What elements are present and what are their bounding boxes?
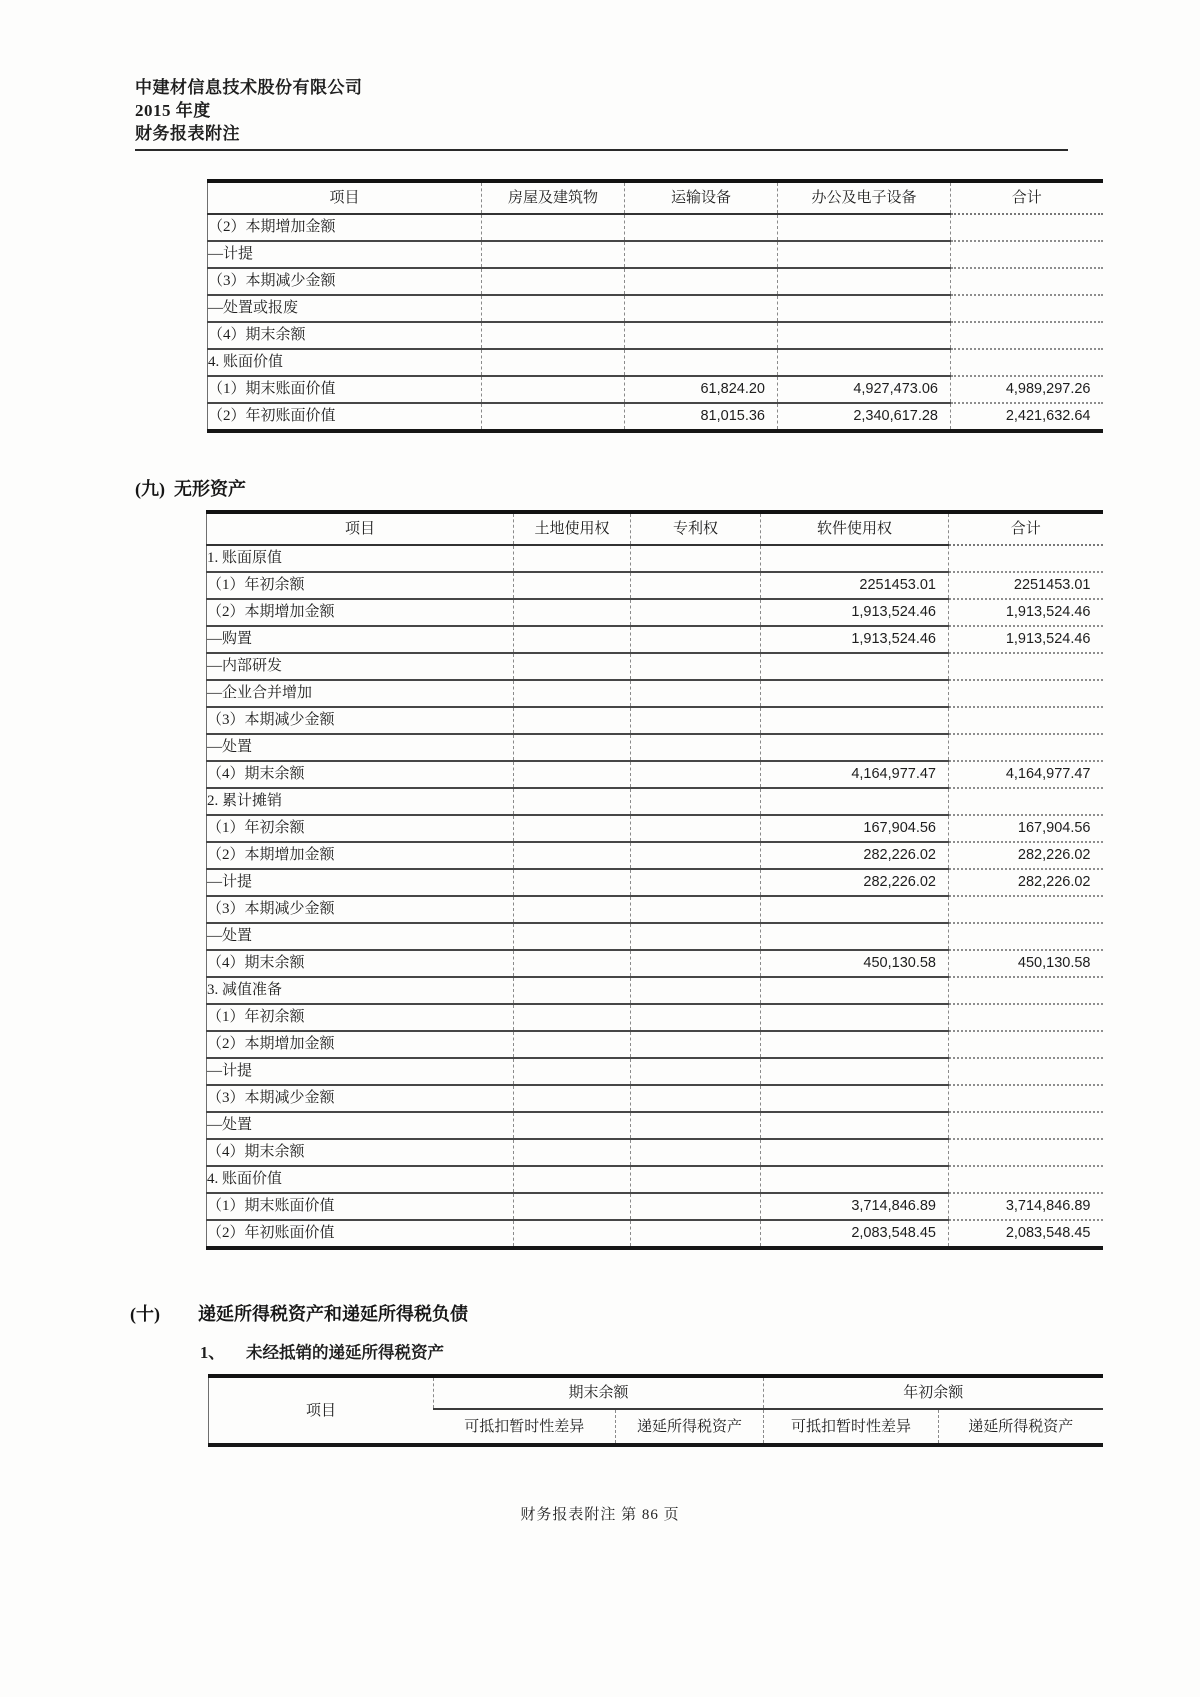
cell-value [778, 349, 951, 376]
intangible-assets-table [206, 510, 1103, 1250]
cell-value [625, 322, 778, 349]
cell-value [949, 977, 1103, 1004]
cell-value: 450,130.58 [949, 950, 1103, 977]
cell-value [761, 734, 949, 761]
cell-value [631, 680, 761, 707]
row-label: —处置或报废 [208, 295, 482, 322]
row-label: （3）本期减少金额 [207, 1085, 514, 1112]
section-number: (十) [130, 1304, 160, 1324]
section-10-subheading [200, 1342, 1200, 1364]
cell-value [951, 214, 1103, 241]
cell-value [951, 349, 1103, 376]
cell-value [514, 1085, 631, 1112]
cell-value [778, 268, 951, 295]
table-row [207, 950, 1103, 977]
fixed-assets-table [207, 179, 1103, 433]
table-row [207, 1193, 1103, 1220]
cell-value [949, 923, 1103, 950]
column-header: 土地使用权 [514, 512, 631, 545]
cell-value [514, 653, 631, 680]
row-label: （4）期末余额 [207, 950, 514, 977]
cell-value [949, 1112, 1103, 1139]
row-label: （2）本期增加金额 [207, 842, 514, 869]
cell-value [949, 545, 1103, 572]
table-row [207, 788, 1103, 815]
cell-value [631, 923, 761, 950]
row-label: —计提 [207, 869, 514, 896]
cell-value [514, 842, 631, 869]
row-label: （4）期末余额 [208, 322, 482, 349]
table-row [207, 680, 1103, 707]
cell-value [778, 214, 951, 241]
row-label: （1）年初余额 [207, 815, 514, 842]
cell-value [482, 295, 625, 322]
cell-value [514, 1004, 631, 1031]
row-label: 1. 账面原值 [207, 545, 514, 572]
column-header: 项目 [207, 512, 514, 545]
cell-value: 4,164,977.47 [761, 761, 949, 788]
cell-value [631, 761, 761, 788]
cell-value [761, 1139, 949, 1166]
row-label: （1）年初余额 [207, 1004, 514, 1031]
cell-value [951, 241, 1103, 268]
table-header-row [207, 512, 1103, 545]
table-row [207, 842, 1103, 869]
cell-value [631, 977, 761, 1004]
row-label: （2）年初账面价值 [208, 403, 482, 431]
column-header: 项目 [305, 1402, 336, 1419]
cell-value [631, 1031, 761, 1058]
row-label: 4. 账面价值 [208, 349, 482, 376]
table-row [207, 1166, 1103, 1193]
cell-value [514, 1220, 631, 1248]
cell-value: 167,904.56 [761, 815, 949, 842]
table-row [208, 403, 1103, 431]
table-row [208, 349, 1103, 376]
cell-value [761, 680, 949, 707]
row-label: （1）期末账面价值 [207, 1193, 514, 1220]
cell-value [951, 268, 1103, 295]
table-row [207, 1085, 1103, 1112]
cell-value [951, 295, 1103, 322]
column-header: 办公及电子设备 [778, 181, 951, 214]
cell-value [761, 545, 949, 572]
cell-value: 81,015.36 [625, 403, 778, 431]
table-row [207, 1112, 1103, 1139]
table-row [207, 599, 1103, 626]
cell-value [631, 950, 761, 977]
cell-value [631, 1085, 761, 1112]
cell-value [514, 1166, 631, 1193]
cell-value [631, 572, 761, 599]
cell-value [949, 1058, 1103, 1085]
cell-value: 4,164,977.47 [949, 761, 1103, 788]
cell-value [482, 403, 625, 431]
cell-value [514, 761, 631, 788]
cell-value [761, 977, 949, 1004]
cell-value [514, 1193, 631, 1220]
cell-value [631, 1058, 761, 1085]
cell-value [514, 734, 631, 761]
cell-value [514, 1058, 631, 1085]
cell-value [482, 376, 625, 403]
cell-value [631, 1139, 761, 1166]
page-footer: 财务报表附注 第 86 页 [520, 1507, 680, 1523]
cell-value [631, 1193, 761, 1220]
cell-value [625, 268, 778, 295]
table-row [207, 1058, 1103, 1085]
section-number: (九) [135, 479, 165, 499]
row-label: （3）本期减少金额 [207, 707, 514, 734]
cell-value [514, 1031, 631, 1058]
cell-value: 282,226.02 [949, 869, 1103, 896]
table-row [207, 815, 1103, 842]
cell-value [761, 1085, 949, 1112]
cell-value: 450,130.58 [761, 950, 949, 977]
report-year: 2015 年度 [135, 101, 211, 120]
cell-value [949, 1166, 1103, 1193]
column-group-header: 期末余额 [434, 1376, 764, 1409]
cell-value [761, 707, 949, 734]
table-row [207, 653, 1103, 680]
cell-value [514, 815, 631, 842]
row-label: （2）本期增加金额 [207, 1031, 514, 1058]
table-row [207, 572, 1103, 599]
row-label: —购置 [207, 626, 514, 653]
table-row [207, 896, 1103, 923]
section-9-heading [135, 477, 1200, 501]
cell-value [514, 896, 631, 923]
table-row [208, 376, 1103, 403]
cell-value [951, 322, 1103, 349]
cell-value: 2,083,548.45 [761, 1220, 949, 1248]
row-label: —企业合并增加 [207, 680, 514, 707]
cell-value [482, 241, 625, 268]
row-label: —计提 [208, 241, 482, 268]
cell-value: 1,913,524.46 [761, 626, 949, 653]
cell-value [949, 896, 1103, 923]
cell-value [482, 349, 625, 376]
cell-value: 4,989,297.26 [951, 376, 1103, 403]
column-header: 可抵扣暂时性差异 [464, 1418, 585, 1435]
company-name: 中建材信息技术股份有限公司 [135, 78, 363, 97]
cell-value [631, 842, 761, 869]
cell-value: 167,904.56 [949, 815, 1103, 842]
cell-value [778, 241, 951, 268]
cell-value: 282,226.02 [761, 869, 949, 896]
cell-value [482, 268, 625, 295]
cell-value [514, 869, 631, 896]
cell-value [514, 572, 631, 599]
cell-value [949, 680, 1103, 707]
section-title: 递延所得税资产和递延所得税负债 [198, 1304, 468, 1324]
cell-value [625, 295, 778, 322]
row-label: —处置 [207, 923, 514, 950]
table-row [207, 545, 1103, 572]
cell-value: 2,340,617.28 [778, 403, 951, 431]
cell-value [514, 680, 631, 707]
cell-value: 3,714,846.89 [761, 1193, 949, 1220]
cell-value [949, 653, 1103, 680]
cell-value [631, 653, 761, 680]
header-rule [135, 149, 1068, 151]
cell-value [631, 1004, 761, 1031]
cell-value [625, 349, 778, 376]
cell-value: 2251453.01 [761, 572, 949, 599]
cell-value [631, 545, 761, 572]
cell-value [761, 653, 949, 680]
cell-value: 282,226.02 [949, 842, 1103, 869]
table-row [207, 761, 1103, 788]
column-header: 项目 [208, 181, 482, 214]
table-row [207, 734, 1103, 761]
cell-value [514, 788, 631, 815]
cell-value [514, 977, 631, 1004]
cell-value [482, 214, 625, 241]
cell-value [514, 599, 631, 626]
cell-value [761, 923, 949, 950]
cell-value: 1,913,524.46 [949, 626, 1103, 653]
column-header: 递延所得税资产 [939, 1409, 1103, 1445]
cell-value [631, 599, 761, 626]
row-label: （3）本期减少金额 [207, 896, 514, 923]
cell-value: 4,927,473.06 [778, 376, 951, 403]
cell-value [514, 626, 631, 653]
cell-value [514, 923, 631, 950]
column-header: 软件使用权 [761, 512, 949, 545]
cell-value [761, 1058, 949, 1085]
subsection-title: 未经抵销的递延所得税资产 [246, 1343, 444, 1362]
cell-value: 1,913,524.46 [949, 599, 1103, 626]
doc-title: 财务报表附注 [135, 124, 240, 143]
table-row [207, 1031, 1103, 1058]
cell-value [949, 788, 1103, 815]
section-10-heading [130, 1302, 1200, 1326]
table-row [208, 241, 1103, 268]
table-row [207, 977, 1103, 1004]
cell-value [514, 1139, 631, 1166]
cell-value [631, 788, 761, 815]
document-header [135, 0, 1072, 151]
cell-value [631, 734, 761, 761]
cell-value [761, 788, 949, 815]
row-label: —计提 [207, 1058, 514, 1085]
cell-value [949, 1031, 1103, 1058]
cell-value [631, 707, 761, 734]
cell-value [514, 707, 631, 734]
cell-value: 3,714,846.89 [949, 1193, 1103, 1220]
row-label: （1）年初余额 [207, 572, 514, 599]
row-label: 4. 账面价值 [207, 1166, 514, 1193]
row-label: （2）年初账面价值 [207, 1220, 514, 1248]
row-label: （2）本期增加金额 [207, 599, 514, 626]
row-label: 2. 累计摊销 [207, 788, 514, 815]
cell-value: 61,824.20 [625, 376, 778, 403]
table-row [208, 295, 1103, 322]
cell-value [761, 1112, 949, 1139]
cell-value [631, 1220, 761, 1248]
row-label: （2）本期增加金额 [208, 214, 482, 241]
table-row [207, 1220, 1103, 1248]
cell-value [631, 1112, 761, 1139]
cell-value: 2251453.01 [949, 572, 1103, 599]
cell-value [949, 734, 1103, 761]
cell-value [514, 950, 631, 977]
row-label: —内部研发 [207, 653, 514, 680]
subsection-number: 1、 [200, 1343, 225, 1362]
cell-value [482, 322, 625, 349]
cell-value [949, 1085, 1103, 1112]
cell-value: 2,083,548.45 [949, 1220, 1103, 1248]
column-header: 合计 [951, 181, 1103, 214]
cell-value [761, 1166, 949, 1193]
row-label: —处置 [207, 1112, 514, 1139]
cell-value [778, 295, 951, 322]
row-label: （1）期末账面价值 [208, 376, 482, 403]
section-title: 无形资产 [174, 479, 246, 499]
column-header: 房屋及建筑物 [482, 181, 625, 214]
table-row [207, 626, 1103, 653]
cell-value [631, 869, 761, 896]
cell-value: 2,421,632.64 [951, 403, 1103, 431]
table-row [207, 1004, 1103, 1031]
row-label: 3. 减值准备 [207, 977, 514, 1004]
row-label: —处置 [207, 734, 514, 761]
row-label: （4）期末余额 [207, 1139, 514, 1166]
table-header-row [209, 1376, 1103, 1409]
cell-value [631, 1166, 761, 1193]
table-row [208, 322, 1103, 349]
row-label: （4）期末余额 [207, 761, 514, 788]
table-header-row [208, 181, 1103, 214]
cell-value [761, 1031, 949, 1058]
cell-value [625, 241, 778, 268]
column-group-header: 年初余额 [764, 1376, 1103, 1409]
table-row [208, 268, 1103, 295]
cell-value [625, 214, 778, 241]
deferred-tax-table [208, 1374, 1103, 1447]
table-row [207, 707, 1103, 734]
cell-value [949, 1004, 1103, 1031]
column-header: 专利权 [631, 512, 761, 545]
cell-value [631, 626, 761, 653]
column-header: 合计 [949, 512, 1103, 545]
cell-value [631, 896, 761, 923]
cell-value [761, 896, 949, 923]
table-row [207, 1139, 1103, 1166]
table-row [208, 214, 1103, 241]
cell-value [949, 1139, 1103, 1166]
cell-value: 282,226.02 [761, 842, 949, 869]
cell-value [514, 1112, 631, 1139]
cell-value [514, 545, 631, 572]
column-header: 可抵扣暂时性差异 [764, 1409, 939, 1445]
cell-value: 1,913,524.46 [761, 599, 949, 626]
row-label: （3）本期减少金额 [208, 268, 482, 295]
column-header: 递延所得税资产 [616, 1409, 764, 1445]
cell-value [631, 815, 761, 842]
cell-value [778, 322, 951, 349]
table-row [207, 869, 1103, 896]
column-header: 运输设备 [625, 181, 778, 214]
cell-value [761, 1004, 949, 1031]
cell-value [949, 707, 1103, 734]
table-row [207, 923, 1103, 950]
